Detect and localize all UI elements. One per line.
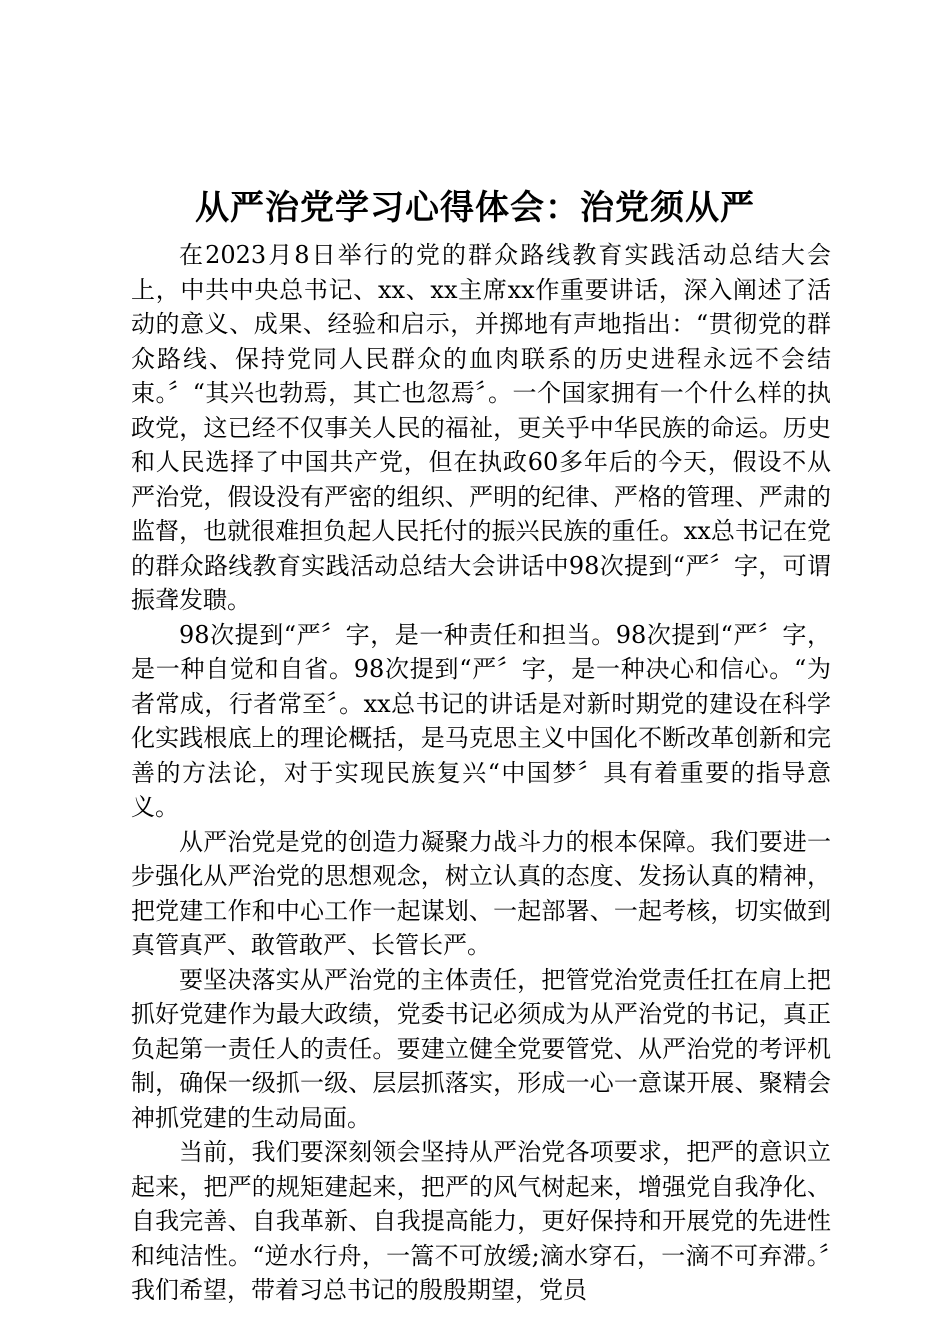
document-title: 从严治党学习心得体会：治党须从严 xyxy=(195,188,755,228)
paragraph: 要坚决落实从严治党的主体责任，把管党治党责任扛在肩上把抓好党建作为最大政绩，党委书记必须成为从严治党的书记，真正负起第一责任人的责任。要建立健全党要管党、从严治党的考评机制，确保一级抓一级、层层抓落实，形成一心一意谋开展、聚精会神抓党建的生动局面。 xyxy=(131,965,831,1132)
paragraph: 在2023月8日举行的党的群众路线教育实践活动总结大会上，中共中央总书记、xx、xx主席xx作重要讲话，深入阐述了活动的意义、成果、经验和启示，并掷地有声地指出：“贯彻党的群众路线、保持党同人民群众的血肉联系的历史进程永远不会结束。〞“其兴也勃焉，其亡也忽焉〞。一个国家拥有一个什么样的执政党，这已经不仅事关人民的福祉，更关乎中华民族的命运。历史和人民选择了中国共产党，但在执政60多年后的今天，假设不从严治党，假设没有严密的组织、严明的纪律、严格的管理、严肃的监督，也就很难担负起人民托付的振兴民族的重任。xx总书记在党的群众路线教育实践活动总结大会讲话中98次提到“严〞字，可谓振聋发聩。 xyxy=(131,241,831,614)
document-body xyxy=(131,238,831,1308)
paragraph: 98次提到“严〞字，是一种责任和担当。98次提到“严〞字，是一种自觉和自省。98次提到“严〞字，是一种决心和信心。“为者常成，行者常至〞。xx总书记的讲话是对新时期党的建设在科学化实践根底上的理论概括，是马克思主义中国化不断改革创新和完善的方法论，对于实现民族复兴“中国梦〞具有着重要的指导意义。 xyxy=(131,620,831,821)
paragraph: 从严治党是党的创造力凝聚力战斗力的根本保障。我们要进一步强化从严治党的思想观念，树立认真的态度、发扬认真的精神，把党建工作和中心工作一起谋划、一起部署、一起考核，切实做到真管真严、敢管敢严、长管长严。 xyxy=(131,827,831,959)
paragraph: 当前，我们要深刻领会坚持从严治党各项要求，把严的意识立起来，把严的规矩建起来，把严的风气树起来，增强党自我净化、自我完善、自我革新、自我提高能力，更好保持和开展党的先进性和纯洁性。“逆水行舟，一篙不可放缓;滴水穿石，一滴不可弃滞。〞我们希望，带着习总书记的殷殷期望，党员 xyxy=(131,1138,831,1304)
